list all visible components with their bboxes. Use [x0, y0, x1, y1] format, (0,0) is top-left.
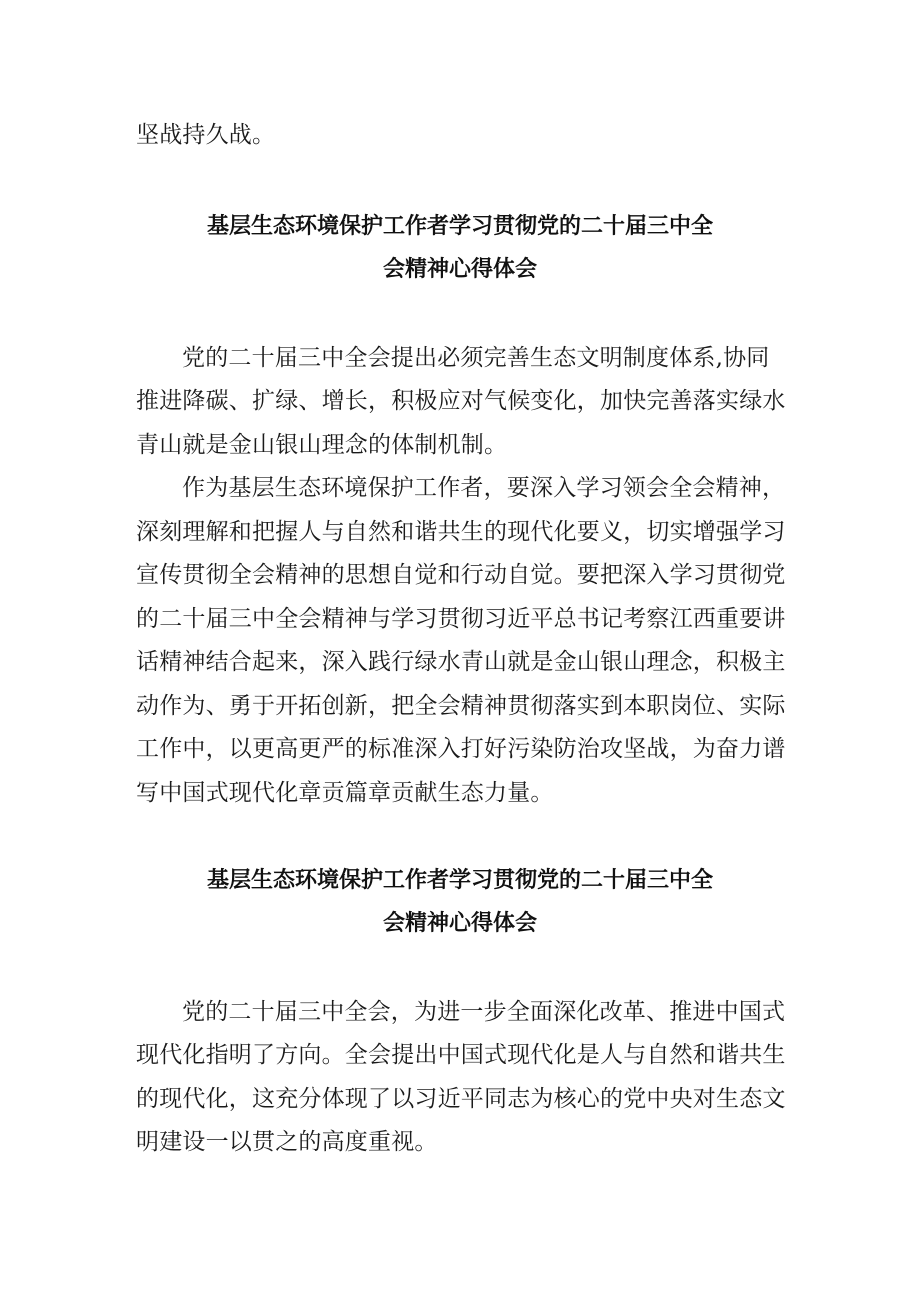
- section2-p1-line: 明建设一以贯之的高度重视。: [136, 1129, 438, 1155]
- section1-p1-line: 青山就是金山银山理念的体制机制。: [136, 432, 508, 458]
- section1-p2-line: 工作中，以更高更严的标准深入打好污染防治攻坚战，为奋力谱: [136, 736, 786, 762]
- section1-p2-line: 动作为、勇于开拓创新，把全会精神贯彻落实到本职岗位、实际: [136, 693, 786, 719]
- section2-title-line2: 会精神心得体会: [382, 911, 537, 936]
- continuation-text: 坚战持久战。: [136, 122, 276, 148]
- section1-p2-line: 写中国式现代化章贡篇章贡献生态力量。: [136, 780, 554, 806]
- section1-p1-line: 推进降碳、扩绿、增长，积极应对气候变化，加快完善落实绿水: [136, 388, 786, 414]
- section1-title-line1: 基层生态环境保护工作者学习贯彻党的二十届三中全: [206, 214, 713, 239]
- section2-title-line1: 基层生态环境保护工作者学习贯彻党的二十届三中全: [206, 868, 713, 893]
- section2-p1-line: 的现代化，这充分体现了以习近平同志为核心的党中央对生态文: [136, 1086, 786, 1112]
- section1-p2-line: 作为基层生态环境保护工作者，要深入学习领会全会精神，: [182, 475, 786, 501]
- section1-p2-line: 宣传贯彻全会精神的思想自觉和行动自觉。要把深入学习贯彻党: [136, 562, 786, 588]
- section1-p2-line: 的二十届三中全会精神与学习贯彻习近平总书记考察江西重要讲: [136, 606, 786, 632]
- section1-p2-line: 话精神结合起来，深入践行绿水青山就是金山银山理念，积极主: [136, 649, 786, 675]
- section2-p1-line: 党的二十届三中全会，为进一步全面深化改革、推进中国式: [182, 999, 786, 1025]
- section1-title-line2: 会精神心得体会: [382, 257, 537, 282]
- section1-p2-line: 深刻理解和把握人与自然和谐共生的现代化要义，切实增强学习: [136, 519, 786, 545]
- section1-p1-line: 党的二十届三中全会提出必须完善生态文明制度体系,协同: [182, 345, 770, 371]
- section2-p1-line: 现代化指明了方向。全会提出中国式现代化是人与自然和谐共生: [136, 1042, 786, 1068]
